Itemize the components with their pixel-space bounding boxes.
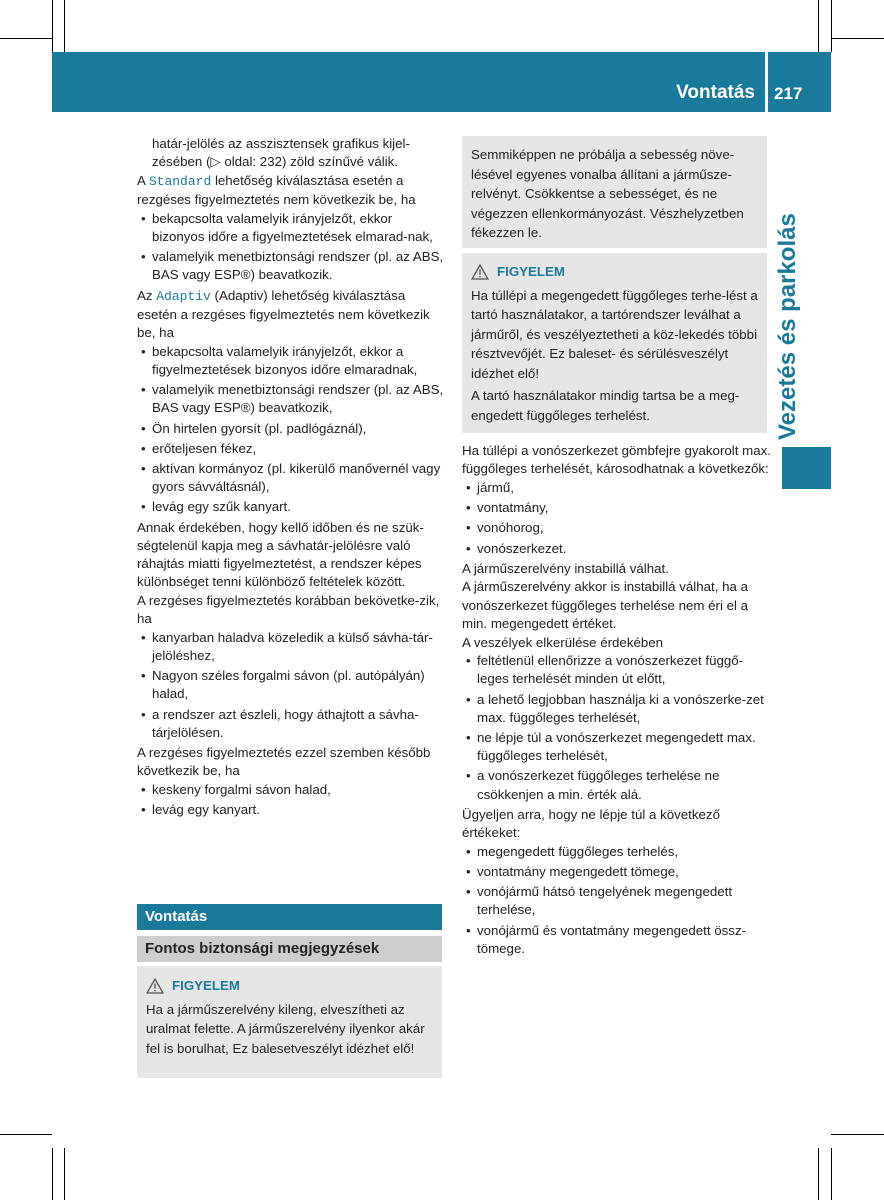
subsection-heading: Fontos biztonsági megjegyzések [137, 936, 442, 962]
crop-mark [0, 1134, 52, 1135]
header-bar [52, 52, 765, 112]
crop-mark [831, 38, 884, 39]
text: A [137, 172, 149, 188]
warning-text: Ha a járműszerelvény kileng, elveszítheti az uralmat felette. A járműszerelvény ilyenkor akár fel is borulhat, Ez balesetveszélyt idézhet elő! [146, 1001, 425, 1056]
paragraph: Ügyeljen arra, hogy ne lépje túl a következő értékeket: [462, 806, 720, 841]
bullet-list [462, 479, 772, 558]
list-item: • valamelyik menetbiztonsági rendszer (pl. az ABS, BAS vagy ESP®) beavatkozik. [137, 248, 447, 284]
list-item: • bekapcsolta valamelyik irányjelzőt, ekkor a figyelmeztetések bizonyos időre elmaradnak, [137, 343, 447, 379]
list-item: • erőteljesen fékez, [137, 440, 447, 458]
warning-heading [146, 976, 434, 996]
chapter-tab-marker [782, 447, 831, 489]
warning-text: A tartó használatakor mindig tartsa be a meg-engedett függőleges terhelést. [471, 388, 740, 423]
crop-mark [52, 0, 53, 52]
bullet-list [462, 843, 772, 958]
page-number-box [768, 52, 831, 112]
paragraph: A járműszerelvény instabillá válhat. [462, 560, 669, 576]
list-item: • a rendszer azt észleli, hogy áthajtott a sávha-tárjelölésen. [137, 706, 447, 742]
crop-mark [52, 1148, 53, 1200]
list-item: • keskeny forgalmi sávon halad, [137, 781, 447, 799]
list-item: • levág egy kanyart. [137, 801, 447, 819]
list-item: • megengedett függőleges terhelés, [462, 843, 772, 861]
warning-box [137, 966, 442, 1078]
text: lehetőség kiválasztása esetén a rezgéses figyelmeztetés nem következik be, ha [137, 172, 416, 208]
crop-mark [818, 1148, 819, 1200]
crop-mark [64, 0, 65, 52]
bullet-list [462, 652, 772, 804]
option-code-standard: Standard [148, 173, 212, 189]
list-item: • vonójármű hátsó tengelyének megengedett terhelése, [462, 883, 772, 919]
crop-mark [64, 1148, 65, 1200]
paragraph: A járműszerelvény akkor is instabillá válhat, ha a vonószerkezet függőleges terhelése nem éri el a min. megengedett értéket. [462, 579, 749, 631]
list-item: • Nagyon széles forgalmi sávon (pl. autópályán) halad, [137, 667, 447, 703]
notice-box [462, 136, 767, 248]
paragraph [137, 287, 447, 343]
text: Az [137, 287, 157, 303]
warning-triangle-icon [146, 978, 164, 994]
warning-label: FIGYELEM [172, 978, 240, 993]
right-column [462, 442, 772, 960]
paragraph: Annak érdekében, hogy kellő időben és ne szük-ségtelenül kapja meg a sávhatár-jelölésre való ráhajtás miatti figyelmeztetést, a rendszer képes különbséget tenni különböző feltételek között. [137, 519, 424, 590]
crop-mark [831, 0, 832, 52]
bullet-list [137, 629, 447, 742]
list-item: • kanyarban haladva közeledik a külső sávha-tár-jelöléshez, [137, 629, 447, 665]
list-item: • valamelyik menetbiztonsági rendszer (pl. az ABS, BAS vagy ESP®) beavatkozik, [137, 381, 447, 417]
bullet-list [137, 781, 447, 819]
list-item: • bekapcsolta valamelyik irányjelzőt, ekkor bizonyos időre a figyelmeztetések elmarad-nak, [137, 210, 447, 246]
list-item: • vonóhorog, [462, 519, 772, 537]
list-item: • Ön hirtelen gyorsít (pl. padlógáznál), [137, 420, 447, 438]
warning-heading [471, 262, 759, 282]
section-heading: Vontatás [137, 904, 442, 930]
crop-mark [831, 1134, 884, 1135]
list-item: • vontatmány megengedett tömege, [462, 863, 772, 881]
paragraph [137, 172, 447, 209]
header-title: Vontatás [676, 82, 755, 103]
warning-triangle-icon [471, 264, 489, 280]
list-item: • ne lépje túl a vonószerkezet megengedett max. függőleges terhelését, [462, 729, 772, 765]
crop-mark [818, 0, 819, 52]
list-item: • levág egy szűk kanyart. [137, 498, 447, 516]
page-number: 217 [774, 84, 803, 103]
list-item: • vontatmány, [462, 499, 772, 517]
notice-text: Semmiképpen ne próbálja a sebesség növe-lésével egyenes vonalba állítani a járműsze-relvényt. Csökkentse a sebességet, és ne végezzen ellenkormányozást. Vészhelyzetben fékezzen le. [471, 147, 744, 240]
list-item: • a vonószerkezet függőleges terhelése ne csökkenjen a min. érték alá. [462, 767, 772, 803]
list-item: • vonójármű és vontatmány megengedett össz-tömege. [462, 922, 772, 958]
warning-label: FIGYELEM [497, 264, 565, 279]
option-code-adaptiv: Adaptiv [156, 288, 211, 304]
crop-mark [0, 38, 52, 39]
paragraph: Ha túllépi a vonószerkezet gömbfejre gyakorolt max. függőleges terhelését, károsodhatnak a következők: [462, 443, 771, 477]
text-line: határ-jelölés az asszisztensek grafikus kijel- [152, 136, 410, 151]
warning-text: Ha túllépi a megengedett függőleges terhe-lést a tartó használatakor, a tartórendszer leválhat a járműről, és veszélyeztetheti a köz-lekedés többi résztvevőjét. Ez baleset- és sérülésveszélyt idézhet elő! [471, 287, 758, 381]
bullet-list [137, 210, 447, 285]
list-item: • feltétlenül ellenőrizze a vonószerkezet függő-leges terhelését minden út előtt, [462, 652, 772, 688]
list-item: • a lehető legjobban használja ki a vonószerke-zet max. függőleges terhelését, [462, 691, 772, 727]
bullet-list [137, 343, 447, 517]
text: (Adaptiv) lehetőség kiválasztása esetén a rezgéses figyelmeztetés nem következik be, ha [137, 287, 430, 341]
paragraph: A rezgéses figyelmeztetés ezzel szemben később következik be, ha [137, 745, 431, 779]
list-item: • jármű, [462, 479, 772, 497]
paragraph: A rezgéses figyelmeztetés korábban bekövetke-zik, ha [137, 592, 440, 627]
paragraph [137, 135, 447, 171]
list-item: • aktívan kormányoz (pl. kikerülő manővernél vagy gyors sávváltásnál), [137, 460, 447, 496]
warning-box [462, 253, 767, 433]
chapter-tab-label: Vezetés és parkolás [774, 213, 801, 440]
crop-mark [831, 1148, 832, 1200]
left-column [137, 135, 447, 821]
list-item: • vonószerkezet. [462, 540, 772, 558]
text-line: zésében (▷ oldal: 232) zöld színűvé válik. [152, 154, 399, 170]
paragraph: A veszélyek elkerülése érdekében [462, 634, 664, 650]
